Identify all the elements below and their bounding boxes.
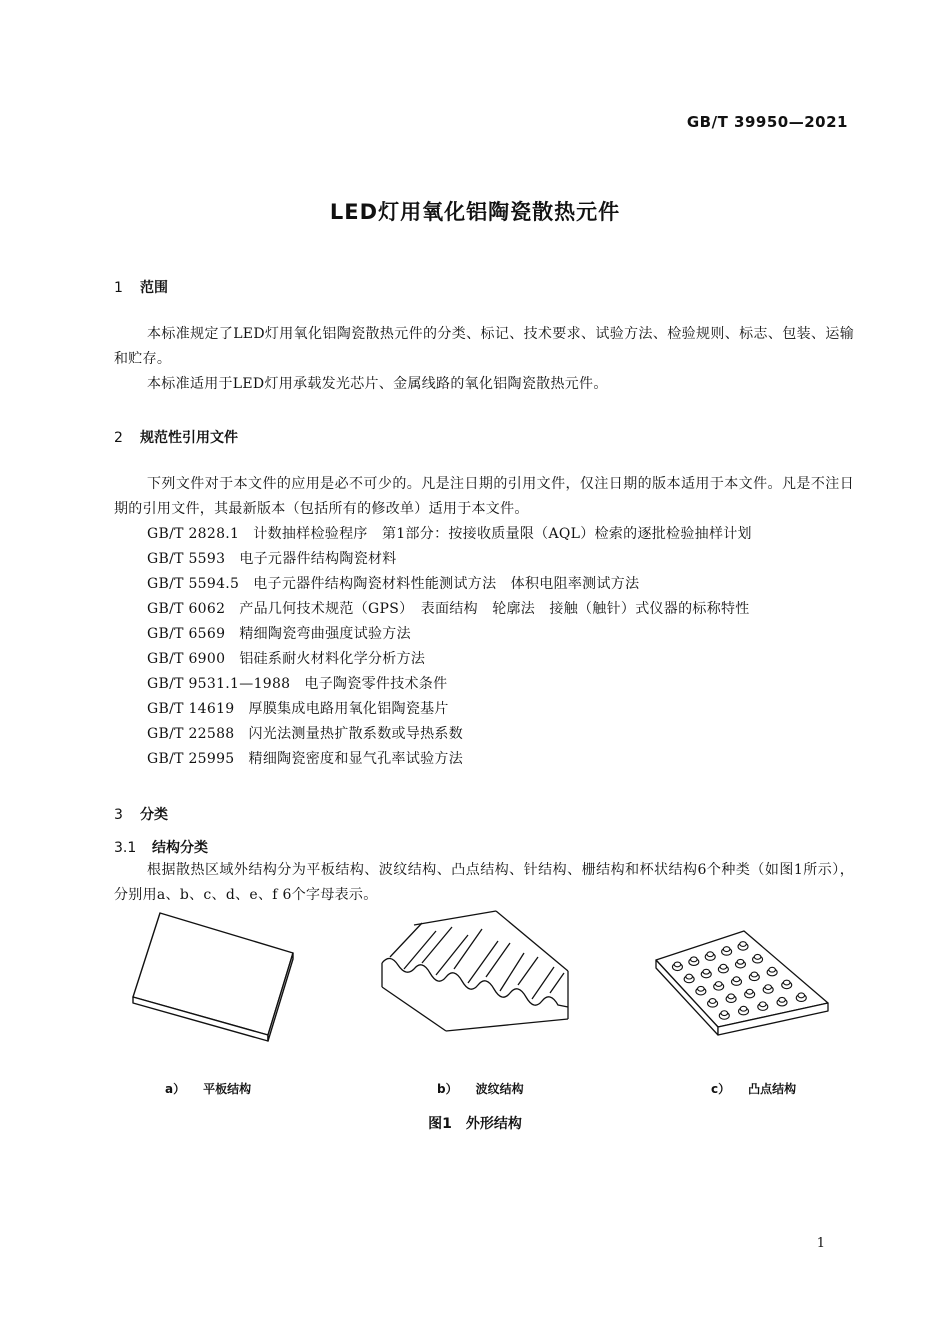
reference-title: 电子元器件结构陶瓷材料性能测试方法 体积电阻率测试方法: [253, 576, 640, 592]
bump-top: [737, 959, 744, 964]
subfigure-label: 波纹结构: [475, 1082, 524, 1096]
bump-top: [754, 954, 761, 959]
reference-item: [147, 747, 752, 772]
reference-title: 厚膜集成电路用氧化铝陶瓷基片: [248, 701, 449, 717]
reference-item: [147, 697, 752, 722]
reference-item: [147, 547, 752, 572]
bump-top: [715, 982, 722, 987]
bump-top: [779, 997, 786, 1002]
reference-title: 精细陶瓷弯曲强度试验方法: [239, 626, 411, 642]
bump-top: [798, 993, 805, 998]
section-number: 2: [114, 430, 123, 446]
reference-code: GB/T 2828.1: [147, 526, 240, 542]
reference-code: GB/T 25995: [147, 751, 235, 767]
bump-top: [686, 974, 693, 979]
reference-title: 闪光法测量热扩散系数或导热系数: [248, 726, 464, 742]
section-title: 范围: [140, 280, 168, 296]
reference-title: 产品几何技术规范（GPS） 表面结构 轮廓法 接触（触针）式仪器的标称特性: [239, 601, 750, 617]
reference-item: [147, 572, 752, 597]
reference-code: GB/T 9531.1—1988: [147, 676, 291, 692]
section-title: 规范性引用文件: [140, 430, 238, 446]
reference-code: GB/T 6062: [147, 601, 226, 617]
page-number: 1: [816, 1236, 825, 1251]
reference-code: GB/T 6900: [147, 651, 226, 667]
reference-code: GB/T 22588: [147, 726, 235, 742]
section-2-heading: [114, 427, 238, 447]
section-3-1-heading: [114, 837, 208, 857]
subfigure-caption-b: [437, 1080, 524, 1097]
bump-top: [746, 989, 753, 994]
figure-number: 图1: [428, 1116, 452, 1132]
flat-plate-drawing: [125, 905, 305, 1050]
bump-top: [733, 977, 740, 982]
subfigure-caption-c: [711, 1080, 796, 1097]
reference-title: 精细陶瓷密度和显气孔率试验方法: [248, 751, 464, 767]
reference-item: [147, 722, 752, 747]
bump-top: [709, 999, 716, 1004]
reference-title: 铝硅系耐火材料化学分析方法: [239, 651, 426, 667]
bump-top: [783, 980, 790, 985]
document-title: LED灯用氧化铝陶瓷散热元件: [329, 200, 621, 224]
reference-code: GB/T 14619: [147, 701, 235, 717]
section-3-heading: [114, 804, 168, 824]
bump-top: [674, 962, 681, 967]
bump-top: [707, 952, 714, 957]
section-number: 3.1: [114, 840, 137, 856]
scope-paragraph-2: 本标准适用于LED灯用承载发光芯片、金属线路的氧化铝陶瓷散热元件。: [147, 376, 608, 392]
reference-item: [147, 672, 752, 697]
bump-top: [703, 969, 710, 974]
bump-top: [691, 957, 698, 962]
reference-item: [147, 522, 752, 547]
bump-top: [740, 1006, 747, 1011]
section-number: 1: [114, 280, 123, 296]
bump-top: [721, 1011, 728, 1016]
bump-top: [728, 994, 735, 999]
bump-top: [698, 986, 705, 991]
subfigure-letter: b）: [437, 1082, 458, 1096]
reference-item: [147, 647, 752, 672]
reference-code: GB/T 5593: [147, 551, 226, 567]
subfigure-caption-a: [165, 1080, 251, 1097]
bump-top: [759, 1002, 766, 1007]
reference-title: 电子陶瓷零件技术条件: [304, 676, 448, 692]
figure-caption: 外形结构: [465, 1116, 522, 1132]
scope-paragraph-1: 本标准规定了LED灯用氧化铝陶瓷散热元件的分类、标记、技术要求、试验方法、检验规则、标志、包装、运输和贮存。: [114, 326, 854, 367]
reference-code: GB/T 6569: [147, 626, 226, 642]
structure-paragraph: 根据散热区域外结构分为平板结构、波纹结构、凸点结构、针结构、栅结构和杯状结构6个种类（如图1所示），分别用a、b、c、d、e、f 6个字母表示。: [114, 862, 854, 903]
bump-top: [751, 972, 758, 977]
figure-title: [0, 1113, 950, 1133]
section-number: 3: [114, 807, 123, 823]
reference-item: [147, 597, 752, 622]
bump-top: [720, 964, 727, 969]
corrugated-plate-drawing: [378, 905, 578, 1050]
bump-top: [769, 967, 776, 972]
reference-item: [147, 622, 752, 647]
bump-top: [740, 942, 747, 947]
standard-number: GB/T 39950—2021: [686, 113, 848, 131]
bump-top: [765, 985, 772, 990]
reference-title: 电子元器件结构陶瓷材料: [239, 551, 397, 567]
reference-list: [147, 522, 752, 772]
subfigure-letter: a）: [165, 1082, 186, 1096]
bump-plate-drawing: [652, 905, 832, 1050]
reference-code: GB/T 5594.5: [147, 576, 240, 592]
subfigure-label: 凸点结构: [748, 1082, 797, 1096]
subfigure-label: 平板结构: [203, 1082, 252, 1096]
section-title: 结构分类: [152, 840, 208, 856]
subfigure-letter: c）: [711, 1082, 731, 1096]
reference-title: 计数抽样检验程序 第1部分：按接收质量限（AQL）检索的逐批检验抽样计划: [253, 526, 752, 542]
bump-top: [723, 947, 730, 952]
section-title: 分类: [140, 807, 168, 823]
section-1-heading: [114, 277, 168, 297]
references-intro: 下列文件对于本文件的应用是必不可少的。凡是注日期的引用文件，仅注日期的版本适用于本文件。凡是不注日期的引用文件，其最新版本（包括所有的修改单）适用于本文件。: [114, 476, 854, 517]
